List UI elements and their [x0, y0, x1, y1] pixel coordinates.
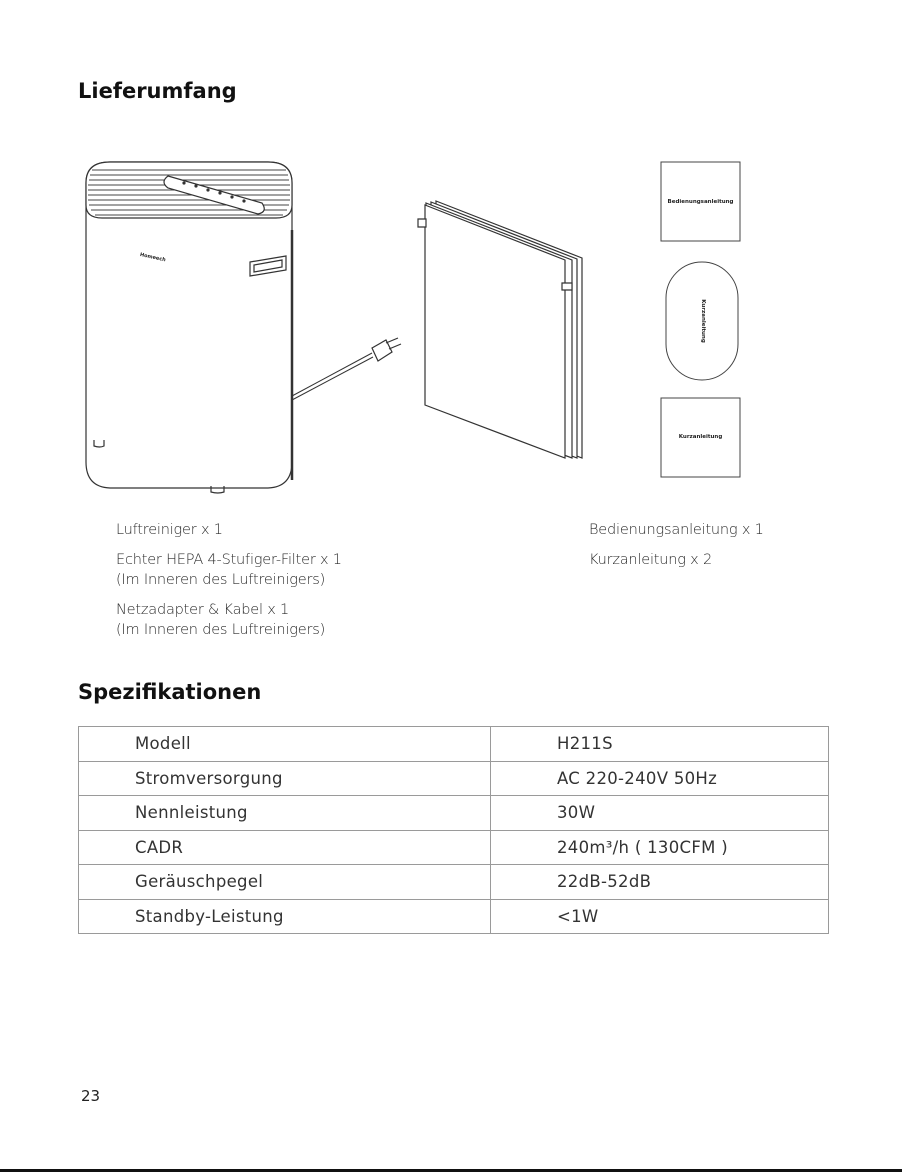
contents-list-left [116, 520, 436, 650]
list-item [116, 600, 436, 640]
spec-key: Geräuschpegel [79, 865, 491, 900]
hepa-filter-drawing [418, 201, 582, 458]
item-label: Luftreiniger x 1 [116, 522, 223, 538]
item-note: (Im Inneren des Luftreinigers) [116, 622, 326, 638]
spec-key: CADR [79, 830, 491, 865]
table-row [79, 899, 829, 934]
package-contents-illustration [0, 150, 902, 500]
item-note: (Im Inneren des Luftreinigers) [116, 572, 326, 588]
spec-key: Modell [79, 727, 491, 762]
spec-value: 22dB-52dB [491, 865, 829, 900]
item-label: Bedienungsanleitung x 1 [589, 522, 764, 538]
list-item [116, 550, 436, 590]
table-row [79, 796, 829, 831]
table-row [79, 865, 829, 900]
item-label: Kurzanleitung x 2 [589, 552, 712, 568]
purifier-brand-text: Homeech [139, 251, 167, 264]
table-row [79, 727, 829, 762]
section-title-contents: Lieferumfang [78, 79, 237, 103]
list-item [589, 550, 869, 570]
spec-value: 30W [491, 796, 829, 831]
item-label: Echter HEPA 4-Stufiger-Filter x 1 [116, 552, 342, 568]
spec-value: 240m³/h ( 130CFM ) [491, 830, 829, 865]
contents-list-right [589, 520, 869, 580]
page-number: 23 [81, 1087, 101, 1105]
table-row [79, 761, 829, 796]
list-item [116, 520, 436, 540]
manual-cover-label: Bedienungsanleitung [667, 199, 734, 205]
spec-key: Stromversorgung [79, 761, 491, 796]
table-row [79, 830, 829, 865]
air-purifier-drawing [86, 162, 401, 493]
spec-key: Standby-Leistung [79, 899, 491, 934]
item-label: Netzadapter & Kabel x 1 [116, 602, 290, 618]
spec-value: AC 220-240V 50Hz [491, 761, 829, 796]
section-title-specs: Spezifikationen [78, 680, 262, 704]
list-item [589, 520, 869, 540]
quick-guide-card-label: Kurzanleitung [678, 434, 723, 440]
specs-table [78, 726, 829, 934]
bottom-rule [0, 1169, 902, 1172]
spec-key: Nennleistung [79, 796, 491, 831]
spec-value: H211S [491, 727, 829, 762]
quick-guide-oval-drawing [666, 262, 738, 380]
spec-value: <1W [491, 899, 829, 934]
quick-guide-card-drawing [661, 398, 740, 477]
user-manual-drawing [661, 162, 740, 241]
quick-guide-oval-label: Kurzanleitung [700, 299, 706, 343]
